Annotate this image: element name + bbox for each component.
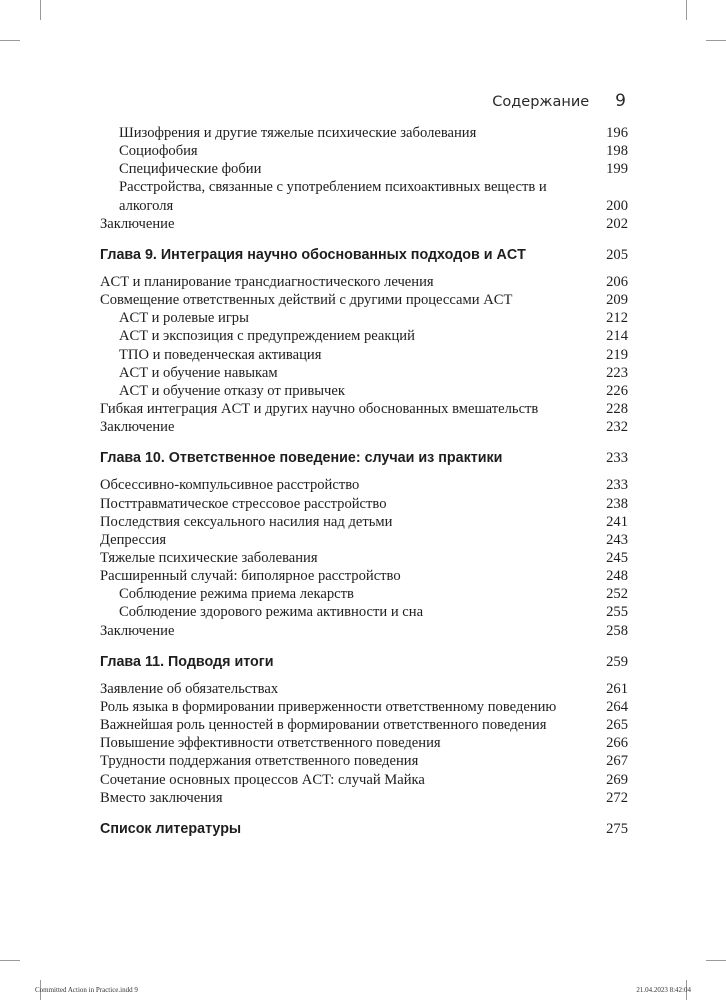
toc-entry-title: Повышение эффективности ответственного поведения: [100, 735, 441, 752]
toc-entry[interactable]: [100, 142, 628, 160]
toc-entry-page: 214: [606, 328, 628, 345]
chapter-title: Глава 9. Интеграция научно обоснованных подходов и ACT: [100, 246, 526, 263]
crop-mark: [0, 40, 20, 41]
toc-entry-title: Совмещение ответственных действий с другими процессами ACT: [100, 292, 513, 309]
crop-mark: [40, 0, 41, 20]
chapter-page: 233: [606, 450, 628, 467]
toc-entry-page: 255: [606, 604, 628, 621]
toc-entry[interactable]: [100, 680, 628, 698]
toc-entry[interactable]: [100, 567, 628, 585]
toc-entry-title: ACT и ролевые игры: [119, 310, 249, 327]
toc-entry-page: 238: [606, 495, 628, 512]
toc-entry-page: 206: [606, 273, 628, 290]
toc-entry-title: Посттравматическое стрессовое расстройство: [100, 495, 387, 512]
toc-entry-page: 200: [606, 197, 628, 214]
chapter-page: 205: [606, 246, 628, 263]
toc-entry[interactable]: [100, 291, 628, 309]
toc-entry-title: Вместо заключения: [100, 789, 223, 806]
toc-entry[interactable]: [100, 698, 628, 716]
toc-entry-page: 265: [606, 717, 628, 734]
toc-entry-title: Расстройства, связанные с употреблением психоактивных веществ и алкоголя: [119, 179, 547, 214]
toc-entry[interactable]: [100, 160, 628, 178]
toc-entry-page: 264: [606, 698, 628, 715]
toc-entry-page: 212: [606, 310, 628, 327]
toc-entry-page: 266: [606, 735, 628, 752]
toc-entry[interactable]: [100, 400, 628, 418]
toc-entry-title: ACT и экспозиция с предупреждением реакций: [119, 328, 415, 345]
toc-entry-page: 252: [606, 586, 628, 603]
toc-entry-title: ТПО и поведенческая активация: [119, 346, 322, 363]
toc-entry-page: 209: [606, 292, 628, 309]
toc-entry[interactable]: [100, 789, 628, 807]
toc-entry[interactable]: [100, 752, 628, 770]
toc-entry[interactable]: [100, 622, 628, 640]
toc-entry[interactable]: [100, 771, 628, 789]
toc-entry[interactable]: [100, 603, 628, 621]
toc-entry-title: Заключение: [100, 419, 175, 436]
toc-entry-page: 233: [606, 477, 628, 494]
section-title: Содержание: [492, 94, 590, 110]
toc-entry[interactable]: [100, 734, 628, 752]
toc-entry-page: 223: [606, 364, 628, 381]
chapter-page: 259: [606, 653, 628, 670]
toc-entry-page: 258: [606, 622, 628, 639]
toc-entry-page: 202: [606, 215, 628, 232]
toc-entry[interactable]: [100, 495, 628, 513]
toc-entry-page: 272: [606, 789, 628, 806]
footer-timestamp: 21.04.2023 8:42:04: [636, 986, 691, 994]
crop-mark: [686, 0, 687, 20]
toc-entry-title: Депрессия: [100, 531, 167, 548]
toc-entry-title: Тяжелые психические заболевания: [100, 549, 318, 566]
toc-entry-title: Соблюдение режима приема лекарств: [119, 586, 354, 603]
toc-entry[interactable]: [100, 327, 628, 345]
toc-entry-title: Заключение: [100, 622, 175, 639]
toc-entry-title: Соблюдение здорового режима активности и сна: [119, 604, 424, 621]
toc-entry-title: Гибкая интеграция ACT и других научно обоснованных вмешательств: [100, 401, 539, 418]
toc-entry[interactable]: [100, 215, 628, 233]
toc-entry-title: Сочетание основных процессов ACT: случай Майка: [100, 771, 425, 788]
toc-entry-page: 245: [606, 549, 628, 566]
toc-entry[interactable]: [100, 418, 628, 436]
toc-entry-title: Трудности поддержания ответственного поведения: [100, 753, 419, 770]
toc-entry-title: Расширенный случай: биполярное расстройство: [100, 568, 401, 585]
toc-entry[interactable]: [100, 531, 628, 549]
bibliography-heading[interactable]: [100, 820, 628, 838]
toc-entry-title: Последствия сексуального насилия над детьми: [100, 513, 393, 530]
toc-entry-title: Роль языка в формировании приверженности ответственному поведению: [100, 698, 557, 715]
toc-entry-page: 196: [606, 125, 628, 141]
toc-entry-title: Шизофрения и другие тяжелые психические заболевания: [119, 125, 477, 141]
toc-entry-page: 248: [606, 568, 628, 585]
toc-entry-title: Социофобия: [119, 143, 198, 160]
toc-entry-page: 267: [606, 753, 628, 770]
page-number: 9: [615, 91, 626, 111]
toc-entry-title: Важнейшая роль ценностей в формировании ответственного поведения: [100, 717, 547, 734]
crop-mark: [706, 40, 726, 41]
toc-entry[interactable]: [100, 346, 628, 364]
footer-filename: Committed Action in Practice.indd 9: [35, 986, 138, 994]
toc-entry-page: 228: [606, 401, 628, 418]
bibliography-title: Список литературы: [100, 820, 242, 837]
toc-entry[interactable]: [100, 178, 628, 214]
toc-entry-title: ACT и планирование трансдиагностического лечения: [100, 273, 434, 290]
chapter-heading[interactable]: [100, 653, 628, 671]
toc-entry-page: 226: [606, 382, 628, 399]
table-of-contents: [100, 124, 628, 847]
toc-entry-page: 219: [606, 346, 628, 363]
toc-entry[interactable]: [100, 716, 628, 734]
chapter-title: Глава 11. Подводя итоги: [100, 653, 274, 670]
chapter-heading[interactable]: [100, 246, 628, 264]
toc-entry-title: ACT и обучение отказу от привычек: [119, 382, 345, 399]
toc-entry[interactable]: [100, 382, 628, 400]
bibliography-page: 275: [606, 820, 628, 837]
toc-entry[interactable]: [100, 549, 628, 567]
chapter-title: Глава 10. Ответственное поведение: случаи из практики: [100, 450, 503, 467]
toc-entry[interactable]: [100, 513, 628, 531]
toc-entry-page: 232: [606, 419, 628, 436]
toc-entry-page: 261: [606, 680, 628, 697]
toc-entry-title: Заявление об обязательствах: [100, 680, 279, 697]
toc-entry[interactable]: [100, 309, 628, 327]
running-head: [492, 91, 626, 111]
toc-entry-page: 269: [606, 771, 628, 788]
toc-entry-title: ACT и обучение навыкам: [119, 364, 278, 381]
toc-entry[interactable]: [100, 273, 628, 291]
crop-mark: [0, 960, 20, 961]
toc-entry[interactable]: [100, 364, 628, 382]
toc-entry[interactable]: [100, 585, 628, 603]
toc-entry-page: 241: [606, 513, 628, 530]
chapter-heading[interactable]: [100, 449, 628, 467]
toc-entry[interactable]: [100, 476, 628, 494]
toc-entry-page: 198: [606, 143, 628, 160]
toc-entry-page: 199: [606, 161, 628, 178]
toc-entry-title: Обсессивно-компульсивное расстройство: [100, 477, 360, 494]
toc-entry-title: Заключение: [100, 215, 175, 232]
crop-mark: [706, 960, 726, 961]
toc-entry[interactable]: [100, 124, 628, 142]
toc-entry-title: Специфические фобии: [119, 161, 262, 178]
toc-entry-page: 243: [606, 531, 628, 548]
